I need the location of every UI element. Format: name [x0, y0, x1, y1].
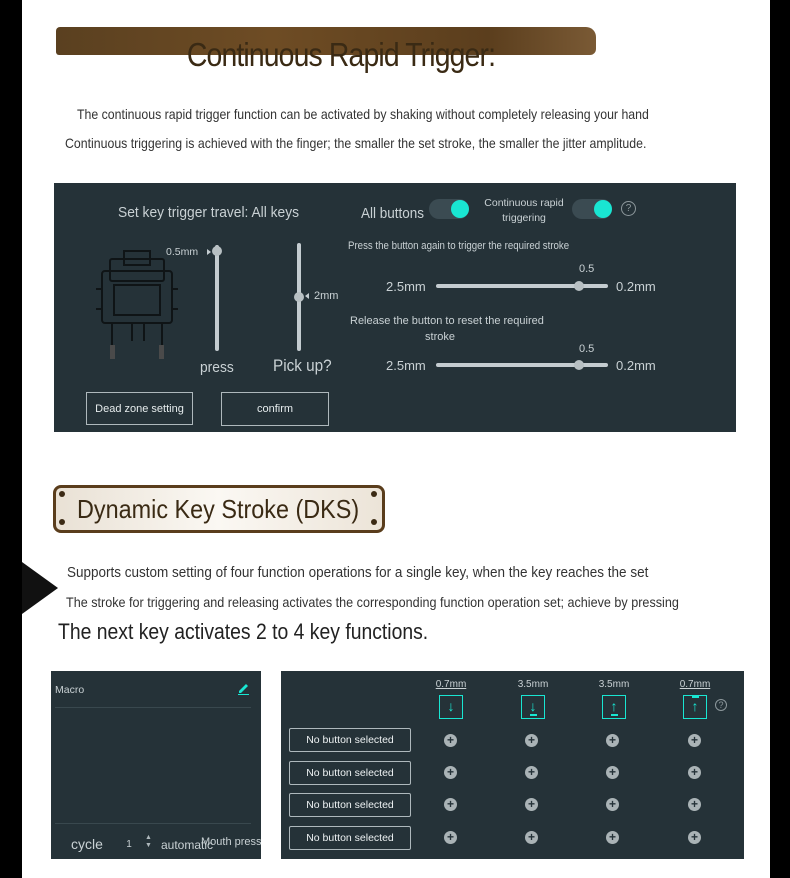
arrow-down-icon[interactable]: ↓ [439, 695, 463, 719]
reset-caption [350, 313, 544, 345]
press-slider-thumb[interactable] [212, 246, 222, 256]
cycle-label: cycle [71, 836, 103, 852]
trigger-value: 0.5 [579, 263, 595, 275]
arrow-up-bar-icon[interactable]: ↑ [602, 695, 626, 719]
arrow-down-bar-icon[interactable]: ↓ [521, 695, 545, 719]
section2-desc-line1: Supports custom setting of four function operations for a single key, when the key reaches the set [67, 564, 649, 581]
reset-caption-line1: Release the button to reset the required [350, 315, 544, 327]
add-action-plus-icon[interactable]: + [525, 766, 538, 779]
reset-min: 2.5mm [386, 358, 426, 373]
trigger-caption: Press the button again to trigger the required stroke [348, 240, 570, 252]
add-action-plus-icon[interactable]: + [525, 734, 538, 747]
continuous-rapid-toggle[interactable] [572, 199, 612, 219]
add-action-plus-icon[interactable]: + [688, 798, 701, 811]
section1-desc-line2: Continuous triggering is achieved with the finger; the smaller the set stroke, the smaller the jitter amplitude. [65, 135, 647, 151]
add-action-plus-icon[interactable]: + [444, 734, 457, 747]
arrow-up-top-icon[interactable]: ↑ [683, 695, 707, 719]
corner-arrow-shape [22, 562, 58, 614]
pointer-right-icon [207, 249, 211, 255]
reset-max: 0.2mm [616, 358, 656, 373]
rapid-trigger-panel [54, 183, 736, 432]
press-slider[interactable] [215, 245, 219, 351]
cycle-stepper[interactable] [109, 836, 149, 854]
toggle-knob [594, 200, 612, 218]
crt-label [474, 196, 574, 226]
mouth-press-label[interactable]: Mouth press [201, 836, 262, 848]
col-header-1: 0.7mm [435, 679, 467, 690]
dks-row-key-button[interactable]: No button selected [289, 761, 411, 785]
crt-label-line2: triggering [502, 212, 546, 224]
section1-title: Continuous Rapid Trigger: [186, 36, 496, 73]
help-circle-icon[interactable]: ? [715, 699, 727, 711]
add-action-plus-icon[interactable]: + [444, 831, 457, 844]
add-action-plus-icon[interactable]: + [688, 734, 701, 747]
dks-panel [281, 671, 744, 859]
divider [55, 707, 251, 708]
press-value: 0.5mm [166, 246, 199, 258]
pickup-label: Pick up? [273, 356, 332, 375]
reset-slider-thumb[interactable] [574, 360, 584, 370]
macro-label: Macro [55, 684, 85, 696]
all-buttons-label: All buttons [361, 205, 425, 222]
reset-slider[interactable] [436, 363, 608, 367]
col-header-2: 3.5mm [517, 679, 549, 690]
dks-row-key-button[interactable]: No button selected [289, 728, 411, 752]
reset-value: 0.5 [579, 343, 595, 355]
add-action-plus-icon[interactable]: + [688, 831, 701, 844]
help-circle-icon[interactable]: ? [621, 201, 636, 216]
dks-row-key-button[interactable]: No button selected [289, 826, 411, 850]
frame-dot [371, 519, 377, 525]
automatic-label[interactable]: automatic [161, 838, 214, 852]
section1-desc-line1: The continuous rapid trigger function can be activated by shaking without completely releasing your hand [77, 106, 649, 122]
stepper-arrows-icon[interactable]: ▲ ▼ [145, 834, 152, 849]
trigger-min: 2.5mm [386, 279, 426, 294]
confirm-button[interactable]: confirm [221, 392, 329, 426]
pointer-left-icon [305, 293, 309, 299]
add-action-plus-icon[interactable]: + [606, 831, 619, 844]
divider [55, 823, 251, 824]
pickup-slider-thumb[interactable] [294, 292, 304, 302]
add-action-plus-icon[interactable]: + [606, 798, 619, 811]
add-action-plus-icon[interactable]: + [606, 766, 619, 779]
trigger-max: 0.2mm [616, 279, 656, 294]
trigger-slider-thumb[interactable] [574, 281, 584, 291]
add-action-plus-icon[interactable]: + [525, 831, 538, 844]
add-action-plus-icon[interactable]: + [444, 798, 457, 811]
toggle-knob [451, 200, 469, 218]
section2-title: Dynamic Key Stroke (DKS) [77, 494, 360, 524]
all-buttons-toggle[interactable] [429, 199, 469, 219]
col-header-4: 0.7mm [679, 679, 711, 690]
section2-desc-line3: The next key activates 2 to 4 key functions. [58, 619, 429, 644]
section2-desc-line2: The stroke for triggering and releasing activates the corresponding function operation set; achieve by pressing [66, 594, 679, 610]
add-action-plus-icon[interactable]: + [606, 734, 619, 747]
reset-caption-line2: stroke [425, 331, 455, 343]
trigger-slider[interactable] [436, 284, 608, 288]
dks-row-key-button[interactable]: No button selected [289, 793, 411, 817]
add-action-plus-icon[interactable]: + [688, 766, 701, 779]
add-action-plus-icon[interactable]: + [525, 798, 538, 811]
frame-dot [371, 491, 377, 497]
page [22, 0, 770, 878]
frame-dot [59, 491, 65, 497]
col-header-3: 3.5mm [598, 679, 630, 690]
press-label: press [200, 359, 234, 376]
crt-label-line1: Continuous rapid [484, 197, 564, 209]
add-action-plus-icon[interactable]: + [444, 766, 457, 779]
pencil-icon[interactable] [237, 682, 250, 695]
travel-label: Set key trigger travel: All keys [118, 204, 300, 221]
cycle-value[interactable]: 1 [126, 839, 132, 850]
frame-dot [59, 519, 65, 525]
key-switch-illustration [92, 249, 182, 364]
pickup-value: 2mm [314, 290, 339, 302]
dead-zone-button[interactable]: Dead zone setting [86, 392, 193, 425]
macro-panel [51, 671, 261, 859]
